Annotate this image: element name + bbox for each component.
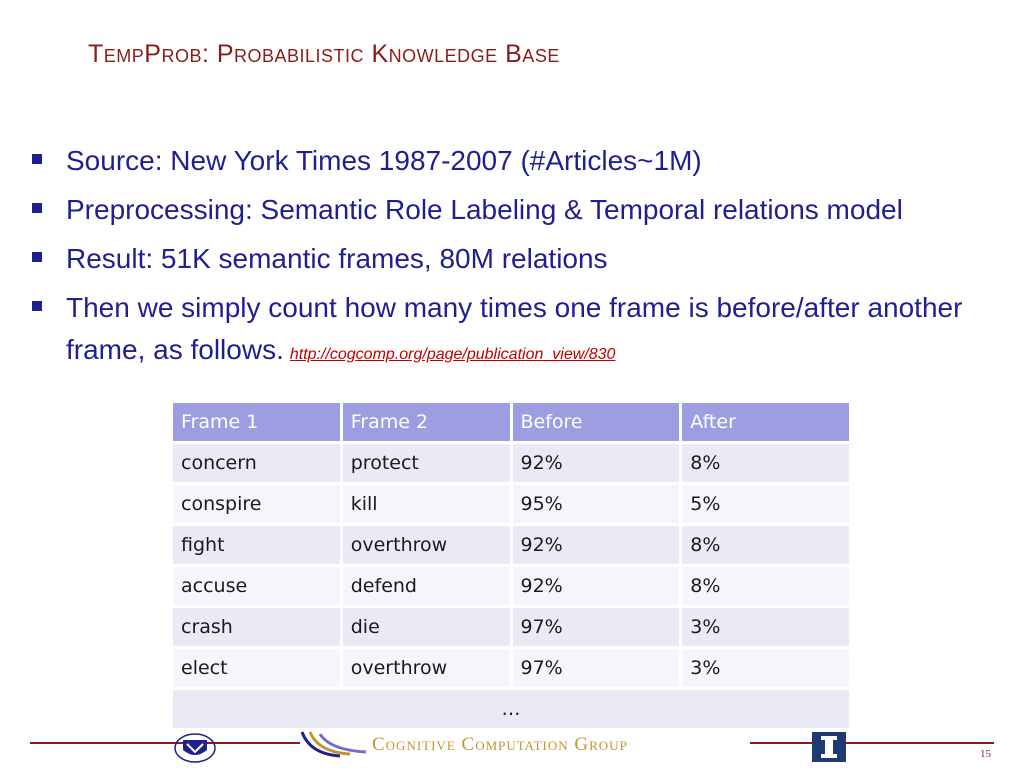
table-row (172, 525, 851, 566)
table-row (172, 443, 851, 484)
illinois-logo-icon (810, 730, 848, 764)
table-cell: 92% (511, 443, 681, 484)
footer-divider-right (750, 742, 994, 744)
page-number: 15 (980, 748, 991, 760)
square-bullet-icon (32, 301, 42, 311)
ellipsis-cell: … (172, 689, 851, 730)
table-cell: concern (172, 443, 342, 484)
bullet-item (30, 287, 1010, 376)
table-cell: kill (341, 484, 511, 525)
bullet-list (30, 140, 1010, 384)
frame-relations-table (170, 400, 852, 731)
bullet-text: Then we simply count how many times one frame is before/after another frame, as follows. (66, 292, 963, 365)
table-cell: 95% (511, 484, 681, 525)
square-bullet-icon (32, 252, 42, 262)
bullet-item (30, 238, 1010, 279)
table-header-row (172, 402, 851, 443)
table-cell: overthrow (341, 525, 511, 566)
square-bullet-icon (32, 203, 42, 213)
table-cell: elect (172, 648, 342, 689)
table-cell: 5% (681, 484, 851, 525)
table-cell: protect (341, 443, 511, 484)
table-cell: accuse (172, 566, 342, 607)
bullet-text: Result: 51K semantic frames, 80M relations (66, 243, 608, 274)
table-cell: crash (172, 607, 342, 648)
column-header: Frame 1 (172, 402, 342, 443)
slide-title: TempProb: Probabilistic Knowledge Base (88, 40, 560, 68)
table-cell: 3% (681, 648, 851, 689)
table-cell: conspire (172, 484, 342, 525)
table-ellipsis-row (172, 689, 851, 730)
table-cell: 8% (681, 566, 851, 607)
table-row (172, 607, 851, 648)
cognitive-computation-group-logo (300, 728, 750, 758)
table-cell: 97% (511, 648, 681, 689)
table-cell: 8% (681, 443, 851, 484)
bullet-text: Source: New York Times 1987-2007 (#Articles~1M) (66, 145, 702, 176)
bullet-text: Preprocessing: Semantic Role Labeling & Temporal relations model (66, 194, 903, 225)
table-cell: fight (172, 525, 342, 566)
column-header: Frame 2 (341, 402, 511, 443)
table-cell: defend (341, 566, 511, 607)
square-bullet-icon (32, 154, 42, 164)
column-header: After (681, 402, 851, 443)
column-header: Before (511, 402, 681, 443)
table-cell: 92% (511, 525, 681, 566)
table-row (172, 566, 851, 607)
table-cell: 97% (511, 607, 681, 648)
footer-divider-left (30, 742, 300, 744)
table-cell: 3% (681, 607, 851, 648)
table-row (172, 648, 851, 689)
table-row (172, 484, 851, 525)
swoosh-icon (300, 728, 370, 758)
table-cell: overthrow (341, 648, 511, 689)
table-cell: 92% (511, 566, 681, 607)
table-cell: die (341, 607, 511, 648)
bullet-item (30, 189, 1010, 230)
bullet-item (30, 140, 1010, 181)
university-crest-icon (170, 730, 220, 766)
table-cell: 8% (681, 525, 851, 566)
publication-link[interactable]: http://cogcomp.org/page/publication_view/830 (289, 346, 616, 363)
group-name: Cognitive Computation Group (372, 734, 628, 755)
